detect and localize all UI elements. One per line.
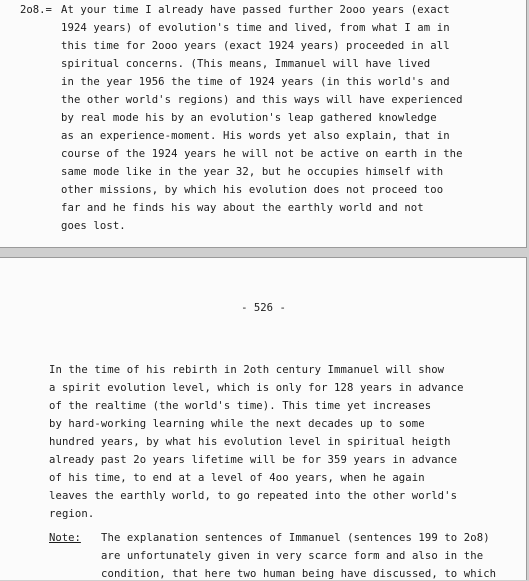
text-line: 1924 years) of evolution's time and lived, from what I am in	[61, 22, 450, 34]
note-line: The explanation sentences of Immanuel (sentences 199 to 2o8)	[101, 532, 490, 544]
text-line: this time for 2ooo years (exact 1924 years) proceeded in all	[61, 40, 450, 52]
note-label: Note:	[49, 532, 81, 544]
text-line: a spirit evolution level, which is only for 128 years in advance	[49, 382, 464, 394]
text-line: same mode like in the year 32, but he occupies himself with	[61, 166, 444, 178]
text-line: At your time I already have passed further 2ooo years (exact	[61, 4, 450, 16]
text-line: as an experience-moment. His words yet also explain, that in	[61, 130, 450, 142]
lower-page	[0, 257, 527, 580]
note-line: condition, that here two human being have discussed, to which	[101, 568, 497, 580]
note-line: are unfortunately given in very scarce form and also in the	[101, 550, 484, 562]
page-number: - 526 -	[241, 302, 286, 314]
text-line: the other world's regions) and this ways will have experienced	[61, 94, 463, 106]
text-line: other missions, by which his evolution does not proceed too	[61, 184, 444, 196]
text-line: of the realtime (the world's time). This time yet increases	[49, 400, 432, 412]
text-line: goes lost.	[61, 220, 126, 232]
text-line: hundred years, by what his evolution level in spiritual heigth	[49, 436, 451, 448]
text-line: by real mode his by an evolution's leap gathered knowledge	[61, 112, 437, 124]
text-line: far and he finds his way about the earthly world and not	[61, 202, 424, 214]
text-line: of his time, to end at a level of 4oo years, when he again	[49, 472, 425, 484]
text-line: spiritual concerns. (This means, Immanuel will have lived	[61, 58, 431, 70]
text-line: leaves the earthly world, to go repeated into the other world's	[49, 490, 458, 502]
text-line: by hard-working learning while the next decades up to some	[49, 418, 425, 430]
text-line: In the time of his rebirth in 2oth century Immanuel will show	[49, 364, 445, 376]
text-line: in the year 1956 the time of 1924 years (in this world's and	[61, 76, 450, 88]
paragraph-number: 2o8.=	[20, 4, 52, 16]
text-line: course of the 1924 years he will not be active on earth in the	[61, 148, 463, 160]
text-line: region.	[49, 508, 95, 520]
upper-page	[0, 0, 527, 248]
text-line: already past 2o years lifetime will be for 359 years in advance	[49, 454, 458, 466]
